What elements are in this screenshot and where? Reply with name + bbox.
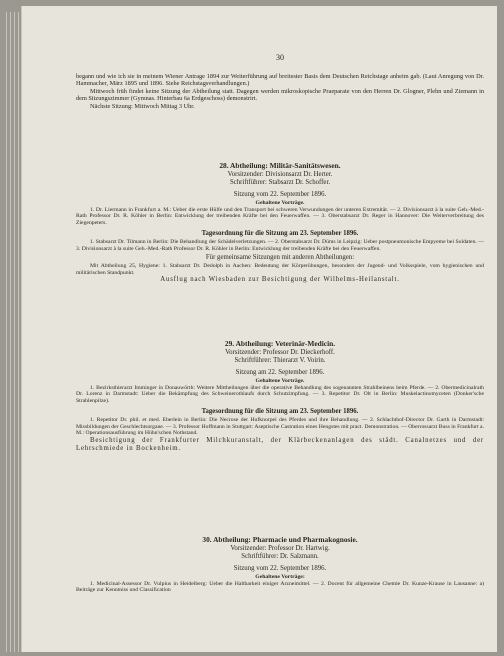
section-30 xyxy=(76,536,484,594)
chair: Vorsitzender: Professor Dr. Dieckerhoff. xyxy=(225,348,335,356)
chair: Vorsitzender: Divisionsarzt Dr. Herter. xyxy=(227,170,333,178)
intro-block xyxy=(76,73,484,110)
secretary: Schriftführer: Dr. Salzmann. xyxy=(241,553,319,561)
session-date: Sitzung vom 22. September 1896. xyxy=(233,191,327,199)
secretary: Schriftführer: Thierarzt V. Voirin. xyxy=(234,357,326,365)
agenda-heading: Tagesordnung für die Sitzung am 23. September 1896. xyxy=(201,408,359,416)
talks-label: Gehaltene Vorträge. xyxy=(255,377,305,384)
section-heading: 30. Abtheilung: Pharmacie und Pharmakognosie. xyxy=(202,535,358,544)
talks-text: 1. Bezirksthierarzt Imminger in Donauwörth: Weitere Mittheilungen über die operative Behandlung des sogenannten Strahlbeinens beim Pferde. — 2. Obermedicinalrath Dr. Lorenz in Darmstadt: Ueber die Bekämpfung des Schweinerothlaufs durch Schutzimpfung. — 3. Repetitor Dr. Olt in Berlin: Muskelactinomyceten (Donker'sche Strahlenpilze). xyxy=(76,384,484,404)
intro-paragraph: begann und wie ich sie in meinem Wiener Antrage 1894 zur Weiterführung auf breitester Basis dem Deutschen Reichstage anheim gab. (Laut Anregung von Dr. Hammacher, März 1895 und 1896. Siehe Reichstagsverhandlungen.) xyxy=(76,73,484,88)
section-heading: 29. Abtheilung: Veterinär-Medicin. xyxy=(224,339,336,348)
agenda-text: 1. Stabsarzt Dr. Tilmann in Berlin: Die Behandlung der Schädelverletzungen. — 2. Oberstabsarzt Dr. Düms in Leipzig: Ueber postpneumonische Empyeme bei Soldaten. — 3. Divisionsarzt à la suite Geh.-Med.-Rath Professor Dr. R. Köhler in Berlin: Entwicklung der treibenden Kräfte bei den Feuerwaffen. xyxy=(76,239,484,252)
secretary: Schriftführer: Stabsarzt Dr. Schoffer. xyxy=(229,179,331,187)
page xyxy=(21,6,497,652)
joint-text: Mit Abtheilung 25, Hygiene: 1. Stabsarzt Dr. Dedolph in Aachen: Bedeutung der Körperübungen, besonders der Jugend- und Volksspiele, vom hygienischen und militärischen Standpunkt. xyxy=(76,263,484,276)
section-heading: 28. Abtheilung: Militär-Sanitätswesen. xyxy=(219,161,341,170)
page-number: 30 xyxy=(276,53,284,62)
page-edge xyxy=(6,12,7,652)
intro-paragraph: Nächste Sitzung: Mittwoch Mittag 3 Uhr. xyxy=(90,102,195,110)
talks-text: 1. Dr. Liermann in Frankfurt a. M.: Ueber die erste Hülfe und den Transport bei schweren Verwundungen der unteren Extremität. — 2. Divisionsarzt à la suite Geh.-Med.-Rath Professor Dr. R. Köhler in Berlin: Entwicklung der treibenden Kräfte bei den Feuerwaffen. — 3. Oberstabsarzt Dr. Reger in Hannover: Die Weiterverbreitung des Ziegenpeters. xyxy=(76,206,484,226)
talks-label: Gehaltene Vorträge: xyxy=(255,573,305,580)
section-29 xyxy=(76,340,484,453)
chair: Vorsitzender: Professor Dr. Hartwig. xyxy=(230,544,330,552)
intro-paragraph: Mittwoch früh findet keine Sitzung der Abtheilung statt. Dagegen werden mikroskopische Praeparate von den Herren Dr. Glogner, Plehn und Ziemann in dem Sitzungszimmer (Gymnas. Hinterbau 6a Erdgeschoss) demonstrirt. xyxy=(76,87,484,103)
visit-text: Besichtigung der Frankfurter Milchkuranstalt, der Klärbeckenanlagen des städt. Canalnetzes und der Lehrschmiede in Bockenheim. xyxy=(76,436,484,453)
page-edge xyxy=(10,12,11,652)
joint-heading: Für gemeinsame Sitzungen mit anderen Abtheilungen: xyxy=(205,254,355,262)
section-28 xyxy=(76,162,484,285)
agenda-heading: Tagesordnung für die Sitzung am 23. September 1896. xyxy=(201,230,359,238)
agenda-text: 1. Repetitor Dr. phil. et med. Eberlein in Berlin: Die Necrose der Hufknorpel des Pferdes und ihre Behandlung. — 2. Schlachthof-Director Dr. Garth in Darmstadt: Missbildungen der Geschlechtsorgane. — 3. Professor Hoffmann in Stuttgart: Aseptische Castration eines Hengstes mit pract. Demonstration. — Oberrossarzt Buss in Frankfurt a. M.: Operationsausführung im Hühn'schen Nothstand. xyxy=(76,417,484,437)
session-date: Sitzung am 22. September 1896. xyxy=(235,369,325,377)
talks-text: 1. Medicinal-Assessor Dr. Vulpius in Heidelberg: Ueber die Haltbarkeit einiger Arzneimittel. — 2. Docent für allgemeine Chemie Dr. Kunze-Krause in Lausanne: a) Beiträge zur Kenntniss und Classification xyxy=(76,580,484,594)
talks-label: Gehaltene Vorträge. xyxy=(255,199,305,206)
session-date: Sitzung vom 22. September 1896. xyxy=(233,565,327,573)
page-edge xyxy=(14,12,15,652)
excursion: Ausflug nach Wiesbaden zur Besichtigung der Wilhelms-Heilanstalt. xyxy=(160,276,400,284)
page-edge xyxy=(18,12,19,652)
